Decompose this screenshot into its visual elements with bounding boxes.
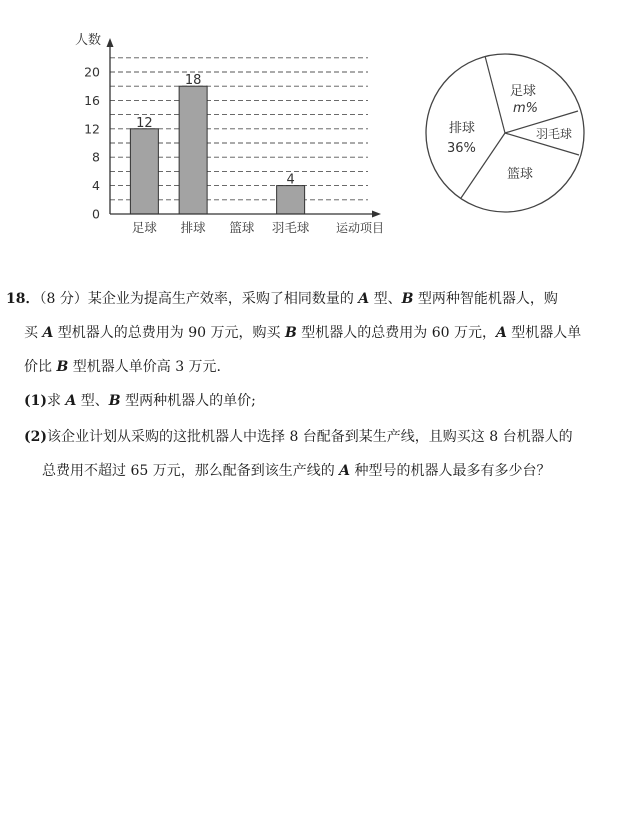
bar-x-axis-label: 运动项目 [336, 221, 385, 235]
question-2-c: 种型号的机器人最多有多少台？ [350, 463, 551, 479]
question-1 [24, 385, 256, 417]
bar-0 [130, 129, 158, 214]
var-A: A [495, 325, 507, 341]
var-A: A [65, 393, 77, 409]
var-B: B [56, 359, 69, 375]
problem-line3-a: 价比 [24, 359, 57, 375]
question-1-c: 型两种机器人的单价; [120, 393, 256, 409]
charts-area [0, 0, 626, 260]
problem-number: 18． [6, 291, 40, 307]
bar-data-label: 12 [136, 115, 153, 131]
var-A: A [42, 325, 54, 341]
bar-y-axis-arrow [107, 38, 114, 47]
bar-category-label: 排球 [180, 220, 206, 235]
bar-y-axis-label: 人数 [75, 33, 102, 48]
bar-data-label: 4 [286, 172, 295, 188]
bar-category-label: 篮球 [229, 220, 255, 235]
bar-y-tick-label: 8 [92, 149, 100, 165]
var-B: B [108, 393, 121, 409]
pie-label-badminton: 羽毛球 [536, 127, 573, 141]
bar-category-label: 羽毛球 [271, 220, 310, 235]
bar-y-tick-label: 16 [84, 92, 100, 108]
problem-line3-b: 型机器人单价高 3 万元. [68, 359, 222, 375]
pie-value-football: m% [513, 101, 539, 116]
bar-categories [132, 220, 310, 235]
problem-line1-b: 型、 [369, 291, 402, 307]
bar-chart [75, 32, 384, 235]
question-2-line-2 [42, 455, 551, 487]
question-2-label: (2) [24, 429, 47, 445]
problem-line-1 [6, 283, 558, 315]
bar-category-label: 足球 [131, 220, 157, 235]
var-A: A [358, 291, 370, 307]
question-2-line-1 [24, 421, 573, 453]
pie-value-volleyball: 36% [447, 141, 476, 156]
bar-y-tick-label: 4 [92, 178, 100, 194]
charts-svg [0, 0, 626, 260]
problem-line-2 [24, 317, 581, 349]
pie-label-football: 足球 [510, 84, 537, 99]
bar-y-tick-label: 20 [84, 64, 100, 80]
bar-bars [130, 73, 304, 214]
bar-data-label: 18 [184, 73, 202, 89]
bar-x-axis-arrow [372, 211, 381, 218]
bar-y-tick-label: 12 [84, 121, 100, 137]
question-1-a: 求 [47, 393, 66, 409]
var-B: B [401, 291, 414, 307]
var-B: B [284, 325, 297, 341]
bar-1 [179, 86, 207, 214]
problem-line2-d: 型机器人单 [506, 325, 582, 341]
question-2-a: 该企业计划从采购的这批机器人中选择 8 台配备到某生产线，且购买这 8 台机器人的 [47, 429, 573, 445]
question-1-label: (1) [24, 393, 47, 409]
bar-y-ticks [84, 65, 100, 222]
problem-line2-c: 型机器人的总费用为 60 万元， [296, 325, 496, 341]
pie-chart [426, 54, 584, 212]
bar-3 [277, 186, 305, 214]
problem-line2-a: 买 [24, 325, 43, 341]
pie-label-basketball: 篮球 [507, 167, 534, 182]
problem-line2-b: 型机器人的总费用为 90 万元，购买 [53, 325, 285, 341]
problem-line1-c: 型两种智能机器人，购 [413, 291, 558, 307]
var-A: A [339, 463, 351, 479]
problem-line-3 [24, 351, 221, 383]
bar-y-tick-label: 0 [92, 206, 100, 222]
question-1-b: 型、 [76, 393, 109, 409]
problem-line1-a: （8 分）某企业为提高生产效率，采购了相同数量的 [39, 291, 359, 307]
question-2-b: 总费用不超过 65 万元，那么配备到该生产线的 [42, 463, 340, 479]
pie-label-volleyball: 排球 [449, 121, 476, 136]
